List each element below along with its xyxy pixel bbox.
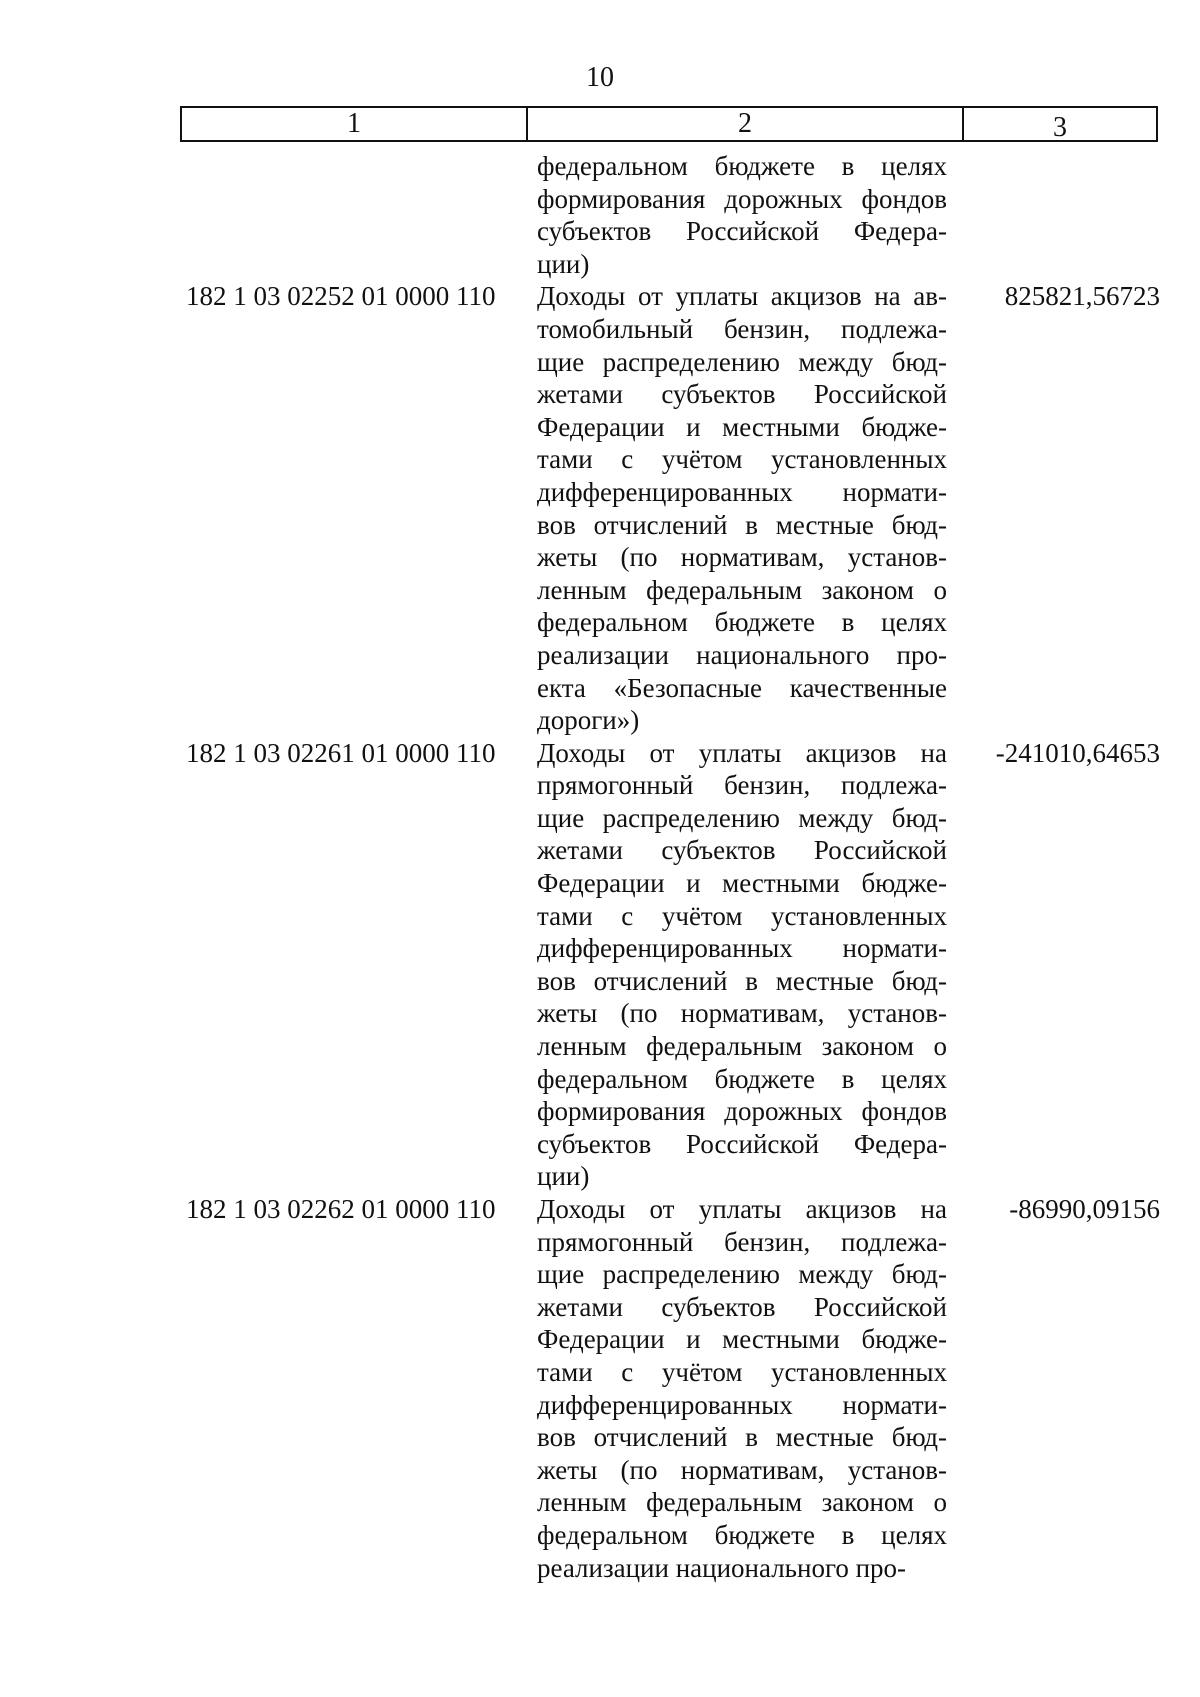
description-line: жетами субъектов Российской — [537, 1291, 947, 1322]
description-line: томобильный бензин, подлежа- — [537, 313, 947, 344]
description-line: прямогонный бензин, подлежа- — [537, 770, 947, 801]
description-line: дифференцированных нормати- — [537, 1389, 947, 1420]
description-line: ленным федеральным законом о — [537, 1487, 947, 1518]
description-line: тами с учётом установленных — [537, 900, 947, 931]
description-line: екта «Безопасные качественные — [537, 672, 947, 703]
budget-code: 182 1 03 02261 01 0000 110 — [186, 737, 496, 768]
description-line: Федерации и местными бюдже- — [537, 868, 947, 899]
description-line: дифференцированных нормати- — [537, 933, 947, 964]
description-line: ленным федеральным законом о — [537, 1031, 947, 1062]
row-description — [537, 737, 947, 1193]
description-line: реализации национального про- — [537, 1552, 907, 1583]
description-line: жеты (по нормативам, установ- — [537, 542, 947, 573]
description-line: реализации национального про- — [537, 639, 947, 670]
description-line: Доходы от уплаты акцизов на ав- — [537, 281, 947, 312]
table-header-col-3: 3 — [1053, 112, 1067, 143]
table-row — [0, 280, 1200, 736]
description-line: формирования дорожных фондов — [537, 1096, 947, 1127]
description-line: жетами субъектов Российской — [537, 379, 947, 410]
amount: -86990,09156 — [1009, 1194, 1160, 1224]
description-line: жеты (по нормативам, установ- — [537, 998, 947, 1029]
description-line: тами с учётом установленных — [537, 444, 947, 475]
continuation-row — [0, 150, 1200, 280]
description-line: прямогонный бензин, подлежа- — [537, 1226, 947, 1257]
budget-code: 182 1 03 02252 01 0000 110 — [186, 281, 496, 312]
description-line: Доходы от уплаты акцизов на — [537, 1194, 947, 1224]
description-line: ленным федеральным законом о — [537, 574, 947, 605]
amount: -241010,64653 — [995, 737, 1160, 768]
description-line: субъектов Российской Федера- — [537, 1128, 947, 1159]
table-body — [0, 150, 1200, 1584]
budget-code: 182 1 03 02262 01 0000 110 — [186, 1194, 496, 1224]
description-line: дороги») — [537, 705, 640, 736]
description-line: ции) — [537, 1161, 590, 1192]
description-line: Федерации и местными бюдже- — [537, 411, 947, 442]
description-line: щие распределению между бюд- — [537, 1259, 947, 1290]
description-line: вов отчислений в местные бюд- — [537, 965, 947, 996]
row-description — [537, 280, 947, 736]
description-line: федеральном бюджете в целях — [537, 151, 947, 181]
description-line: вов отчислений в местные бюд- — [537, 509, 947, 540]
description-line: щие распределению между бюд- — [537, 346, 947, 377]
description-line: формирования дорожных фондов — [537, 183, 947, 214]
row-description — [537, 1193, 947, 1584]
description-line: федеральном бюджете в целях — [537, 607, 947, 638]
description-line: Федерации и местными бюдже- — [537, 1324, 947, 1355]
amount: 825821,56723 — [1004, 281, 1160, 312]
description-line: тами с учётом установленных — [537, 1356, 947, 1387]
description-line: федеральном бюджете в целях — [537, 1519, 947, 1550]
page-number: 10 — [586, 62, 614, 93]
description-line: жетами субъектов Российской — [537, 835, 947, 866]
description-line: ции) — [537, 248, 590, 279]
table-header-col-2: 2 — [528, 108, 964, 140]
description-line: Доходы от уплаты акцизов на — [537, 737, 947, 768]
table-row — [0, 737, 1200, 1193]
description-line: жеты (по нормативам, установ- — [537, 1454, 947, 1485]
description-line: дифференцированных нормати- — [537, 476, 947, 507]
description-line: субъектов Российской Федера- — [537, 216, 947, 247]
table-header-col-1: 1 — [182, 108, 528, 140]
continuation-description — [537, 150, 947, 280]
table-header-row — [180, 106, 1158, 142]
table-row — [0, 1193, 1200, 1584]
description-line: щие распределению между бюд- — [537, 802, 947, 833]
description-line: федеральном бюджете в целях — [537, 1063, 947, 1094]
description-line: вов отчислений в местные бюд- — [537, 1422, 947, 1453]
